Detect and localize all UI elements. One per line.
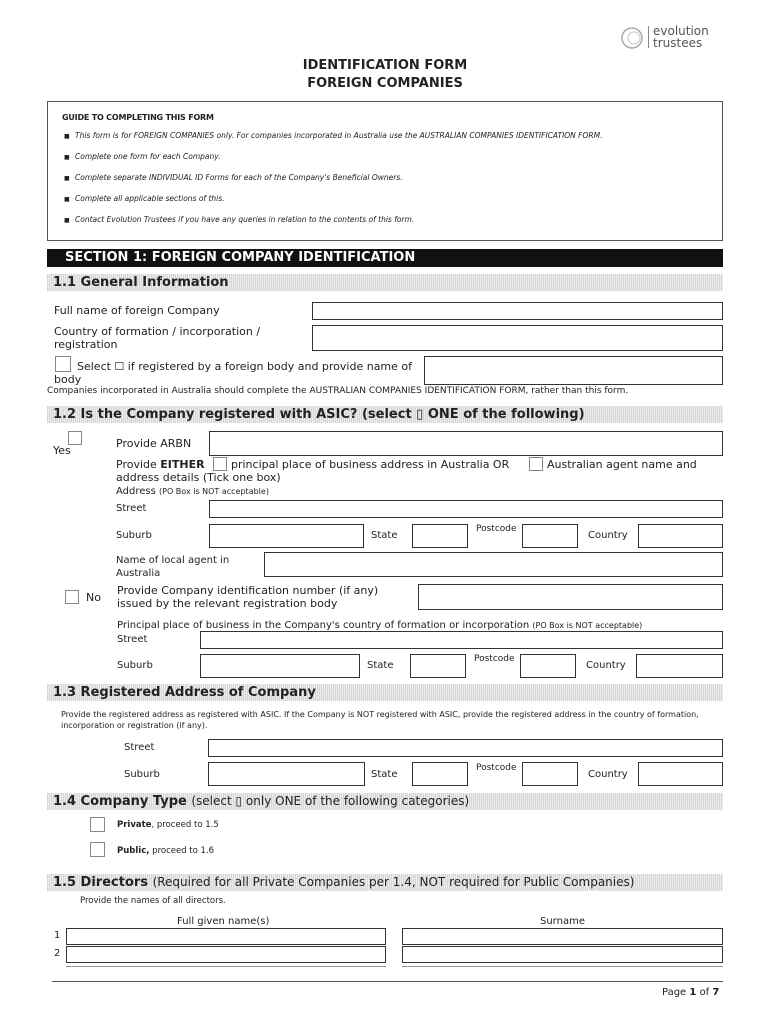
reg-suburb-field[interactable] [208, 762, 365, 786]
guide-item: ■ Contact Evolution Trustees if you have any queries in relation to the contents of this form. [64, 215, 415, 224]
state-field[interactable] [412, 524, 468, 548]
public-label: Public, proceed to 1.6 [117, 846, 215, 856]
form-title: IDENTIFICATION FORM [302, 58, 468, 73]
reg-country-field[interactable] [638, 762, 723, 786]
agent-option-label: Australian agent name and [547, 458, 697, 471]
section-1-5-header: 1.5 Directors (Required for all Private Companies per 1.4, NOT required for Public Companies) [47, 874, 723, 891]
section-1-1-note: Companies incorporated in Australia should complete the AUSTRALIAN COMPANIES IDENTIFICATION FORM, rather than this form. [47, 386, 629, 396]
principal-postcode-field[interactable] [520, 654, 576, 678]
company-id-field[interactable] [418, 584, 723, 610]
principal-au-label: principal place of business address in Australia OR [231, 458, 510, 471]
either-label: Provide EITHER [116, 458, 205, 471]
section-1-5-desc: Provide the names of all directors. [80, 896, 226, 906]
section-1-4-header: 1.4 Company Type (select ▯ only ONE of the following categories) [47, 793, 723, 810]
reg-postcode-label: Postcode [476, 763, 517, 773]
no-label: No [86, 591, 101, 604]
director-2-surname-field[interactable] [402, 946, 723, 963]
reg-country-label: Country [588, 769, 628, 780]
principal-country-field[interactable] [636, 654, 723, 678]
foreign-body-label: Select ☐ if registered by a foreign body and provide name of body [54, 360, 413, 386]
page-number: Page 1 of 7 [662, 987, 720, 998]
either-line2: address details (Tick one box) [116, 471, 281, 484]
section-1-2-header: 1.2 Is the Company registered with ASIC? (select ▯ ONE of the following) [47, 406, 723, 423]
agent-checkbox[interactable] [529, 457, 543, 471]
agent-name-label: Name of local agent in Australia [116, 555, 230, 579]
principal-au-checkbox[interactable] [213, 457, 227, 471]
col-surname: Surname [540, 916, 585, 927]
principal-label: Principal place of business in the Company's country of formation or incorporation (PO Box is NOT acceptable) [117, 620, 643, 631]
suburb-field[interactable] [209, 524, 364, 548]
guide-item: ■ Complete one form for each Company. [64, 152, 221, 161]
principal-suburb-label: Suburb [117, 660, 153, 671]
postcode-field[interactable] [522, 524, 578, 548]
private-label: Private, proceed to 1.5 [117, 820, 219, 830]
principal-state-label: State [367, 660, 394, 671]
col-given-names: Full given name(s) [177, 916, 270, 927]
director-2-given-field[interactable] [66, 946, 386, 963]
yes-checkbox[interactable] [68, 431, 82, 445]
principal-state-field[interactable] [410, 654, 466, 678]
country-label-1-2: Country [588, 530, 628, 541]
principal-suburb-field[interactable] [200, 654, 360, 678]
reg-street-label: Street [124, 742, 155, 753]
street-label: Street [116, 503, 147, 514]
director-1-surname-field[interactable] [402, 928, 723, 945]
country-field-1-2[interactable] [638, 524, 723, 548]
divider [66, 966, 386, 967]
section-1-1-header: 1.1 General Information [47, 274, 723, 291]
guide-box [47, 101, 723, 241]
section-1-3-desc: Provide the registered address as registered with ASIC. If the Company is NOT registered with ASIC, provide the registered address in the country of formation, incorporation or registration (if any). [61, 710, 699, 730]
logo-text-1: evolution [653, 24, 709, 38]
guide-title: GUIDE TO COMPLETING THIS FORM [62, 113, 214, 122]
full-name-label: Full name of foreign Company [54, 304, 220, 317]
row-number: 2 [54, 948, 61, 959]
section-1-3-header: 1.3 Registered Address of Company [47, 684, 723, 701]
footer-rule [52, 981, 723, 982]
private-checkbox[interactable] [90, 817, 105, 832]
section-1-header: SECTION 1: FOREIGN COMPANY IDENTIFICATION [47, 249, 723, 267]
country-field[interactable] [312, 325, 723, 351]
foreign-body-field[interactable] [424, 356, 723, 385]
public-checkbox[interactable] [90, 842, 105, 857]
principal-street-field[interactable] [200, 631, 723, 649]
state-label: State [371, 530, 398, 541]
guide-item: ■ Complete separate INDIVIDUAL ID Forms for each of the Company's Beneficial Owners. [64, 173, 403, 182]
arbn-field[interactable] [209, 431, 723, 456]
no-checkbox[interactable] [65, 590, 79, 604]
agent-name-field[interactable] [264, 552, 723, 577]
postcode-label: Postcode [476, 524, 517, 534]
reg-state-field[interactable] [412, 762, 468, 786]
reg-suburb-label: Suburb [124, 769, 160, 780]
principal-street-label: Street [117, 634, 148, 645]
row-number: 1 [54, 930, 61, 941]
form-subtitle: FOREIGN COMPANIES [307, 76, 463, 91]
director-1-given-field[interactable] [66, 928, 386, 945]
full-name-field[interactable] [312, 302, 723, 320]
guide-item: ■ Complete all applicable sections of this. [64, 194, 225, 203]
logo-text-2: trustees [653, 36, 703, 50]
reg-postcode-field[interactable] [522, 762, 578, 786]
arbn-label: Provide ARBN [116, 437, 192, 450]
principal-postcode-label: Postcode [474, 654, 515, 664]
guide-item: ■ This form is for FOREIGN COMPANIES only. For companies incorporated in Australia use the AUSTRALIAN COMPANIES IDENTIFICATION FORM. [64, 131, 603, 140]
reg-street-field[interactable] [208, 739, 723, 757]
company-id-label: Provide Company identification number (if any) issued by the relevant registration body [117, 584, 379, 610]
yes-label: Yes [53, 444, 71, 457]
logo-mark-icon [620, 26, 646, 50]
street-field[interactable] [209, 500, 723, 518]
suburb-label: Suburb [116, 530, 152, 541]
country-label: Country of formation / incorporation / registration [54, 325, 261, 351]
guide-list [64, 131, 602, 236]
reg-state-label: State [371, 769, 398, 780]
principal-country-label: Country [586, 660, 626, 671]
address-label: Address (PO Box is NOT acceptable) [116, 486, 269, 497]
logo [618, 24, 728, 52]
divider [402, 966, 723, 967]
